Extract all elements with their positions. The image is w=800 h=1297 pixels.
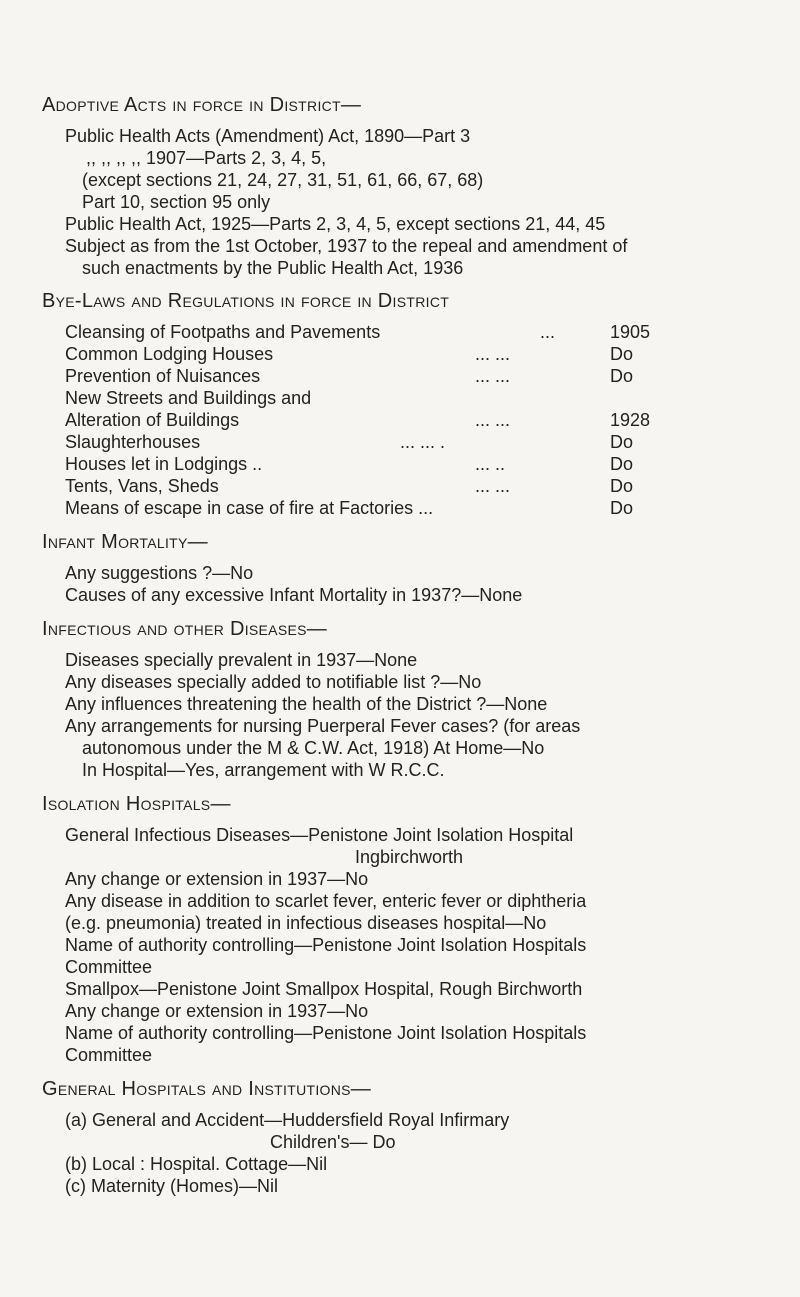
byelaw-dots: ... ... . <box>400 432 446 452</box>
byelaw-year: 1928 <box>610 410 651 430</box>
adoptive-line: (except sections 21, 24, 27, 31, 51, 61, 66, 67, 68) <box>82 170 484 190</box>
byelaw-year: Do <box>610 432 634 452</box>
isolation-line: Committee <box>65 1045 153 1065</box>
adoptive-line: Part 10, section 95 only <box>82 192 271 212</box>
infectious-line: Diseases specially prevalent in 1937—None <box>65 650 418 670</box>
byelaw-year: Do <box>610 366 634 386</box>
byelaw-dots: ... <box>540 322 556 342</box>
adoptive-line: Public Health Acts (Amendment) Act, 1890—Part 3 <box>65 126 471 146</box>
adoptive-line: Public Health Act, 1925—Parts 2, 3, 4, 5, except sections 21, 44, 45 <box>65 214 606 234</box>
byelaw-label: Cleansing of Footpaths and Pavements <box>65 322 381 342</box>
isolation-line: Name of authority controlling—Penistone Joint Isolation Hospitals <box>65 1023 587 1043</box>
infant-mortality-heading: Infant Mortality— <box>42 531 208 553</box>
isolation-line: General Infectious Diseases—Penistone Joint Isolation Hospital <box>65 825 574 845</box>
byelaw-dots: ... ... <box>475 476 511 496</box>
byelaw-dots: ... ... <box>475 410 511 430</box>
byelaw-label: Alteration of Buildings <box>65 410 240 430</box>
infant-line: Any suggestions ?—No <box>65 563 254 583</box>
byelaw-label: Houses let in Lodgings .. <box>65 454 263 474</box>
byelaw-label: New Streets and Buildings and <box>65 388 312 408</box>
byelaw-label: Common Lodging Houses <box>65 344 274 364</box>
byelaw-year: Do <box>610 454 634 474</box>
infant-line: Causes of any excessive Infant Mortality in 1937?—None <box>65 585 523 605</box>
infectious-line: autonomous under the M & C.W. Act, 1918) At Home—No <box>82 738 545 758</box>
adoptive-line: ,, ,, ,, ,, 1907—Parts 2, 3, 4, 5, <box>86 148 327 168</box>
general-line: (c) Maternity (Homes)—Nil <box>65 1176 279 1196</box>
infectious-line: In Hospital—Yes, arrangement with W R.C.C. <box>82 760 445 780</box>
byelaw-year: 1905 <box>610 322 651 342</box>
isolation-line: Ingbirchworth <box>355 847 464 867</box>
byelaws-heading: Bye-Laws and Regulations in force in District <box>42 290 450 312</box>
isolation-line: Any change or extension in 1937—No <box>65 869 369 889</box>
infectious-line: Any arrangements for nursing Puerperal Fever cases? (for areas <box>65 716 581 736</box>
byelaw-label: Slaughterhouses <box>65 432 201 452</box>
adoptive-line: Subject as from the 1st October, 1937 to the repeal and amendment of <box>65 236 628 256</box>
isolation-line: Smallpox—Penistone Joint Smallpox Hospital, Rough Birchworth <box>65 979 583 999</box>
general-hospitals-heading: General Hospitals and Institutions— <box>42 1078 372 1100</box>
isolation-line: Name of authority controlling—Penistone Joint Isolation Hospitals <box>65 935 587 955</box>
adoptive-acts-heading: Adoptive Acts in force in District— <box>42 94 362 116</box>
byelaw-label: Prevention of Nuisances <box>65 366 261 386</box>
infectious-line: Any influences threatening the health of the District ?—None <box>65 694 548 714</box>
byelaw-year: Do <box>610 476 634 496</box>
byelaw-year: Do <box>610 344 634 364</box>
adoptive-line: such enactments by the Public Health Act, 1936 <box>82 258 464 278</box>
general-line: (b) Local : Hospital. Cottage—Nil <box>65 1154 328 1174</box>
isolation-hospitals-heading: Isolation Hospitals— <box>42 793 231 815</box>
isolation-line: Any change or extension in 1937—No <box>65 1001 369 1021</box>
byelaw-label: Tents, Vans, Sheds <box>65 476 219 496</box>
isolation-line: Committee <box>65 957 153 977</box>
byelaw-dots: ... ... <box>475 366 511 386</box>
byelaw-dots: ... .. <box>475 454 506 474</box>
infectious-diseases-heading: Infectious and other Diseases— <box>42 618 328 640</box>
infectious-line: Any diseases specially added to notifiable list ?—No <box>65 672 482 692</box>
byelaw-label: Means of escape in case of fire at Factories ... <box>65 498 434 518</box>
general-line: (a) General and Accident—Huddersfield Royal Infirmary <box>65 1110 510 1130</box>
byelaw-year: Do <box>610 498 634 518</box>
isolation-line: Any disease in addition to scarlet fever, enteric fever or diphtheria <box>65 891 587 911</box>
general-line: Children's— Do <box>270 1132 396 1152</box>
byelaw-dots: ... ... <box>475 344 511 364</box>
isolation-line: (e.g. pneumonia) treated in infectious diseases hospital—No <box>65 913 547 933</box>
